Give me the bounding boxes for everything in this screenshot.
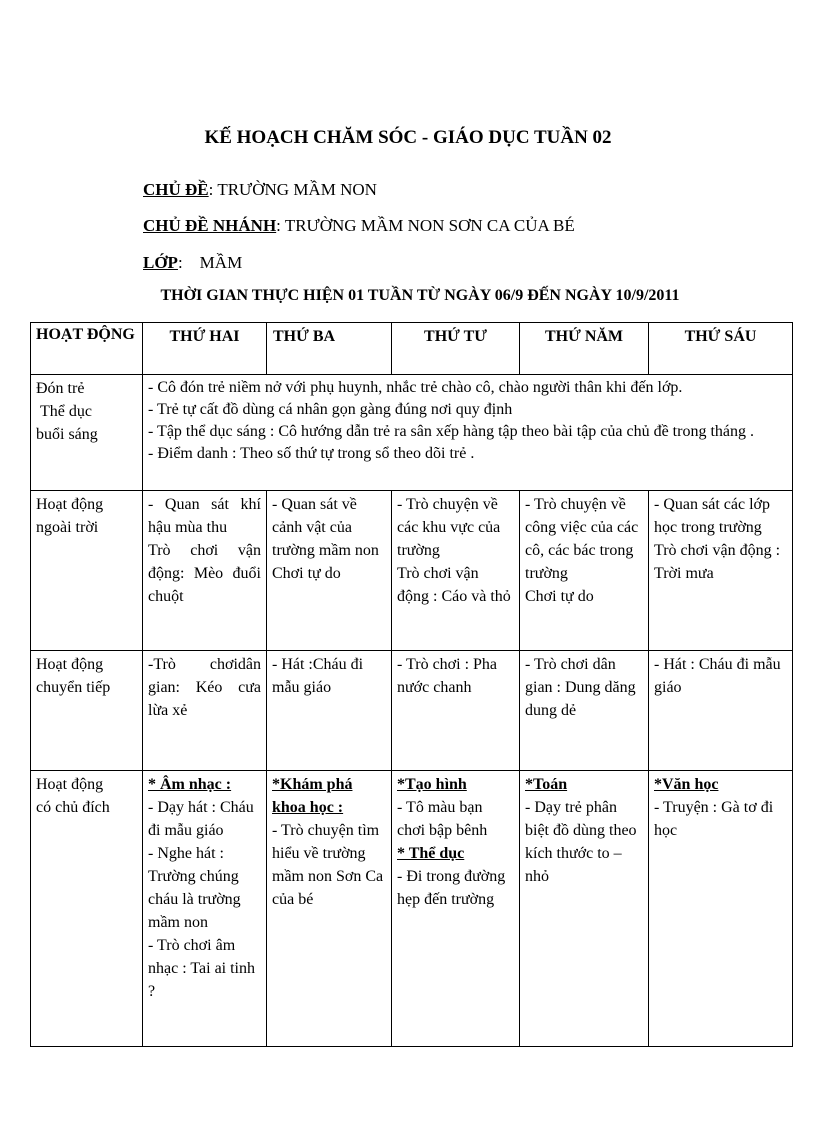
morning-label: [31, 375, 143, 491]
cell-line: - Quan sát khí hậu mùa thu: [148, 496, 261, 536]
cell-line: - Trò chuyện về các khu vực của trường: [397, 496, 501, 559]
focused-wed: [392, 771, 520, 1047]
cell-line: Trò chơi vận động: Mèo đuổi chuột: [148, 542, 261, 605]
focused-thu: [520, 771, 649, 1047]
outdoor-label-1: Hoạt động: [36, 496, 104, 513]
cell-line: Trò chơi vận động : Cáo và thỏ: [397, 565, 511, 605]
topic-line: [143, 180, 377, 200]
morning-content: [143, 375, 793, 491]
topic-value: : TRƯỜNG MẦM NON: [208, 180, 377, 199]
transition-tue: [267, 651, 392, 771]
focused-mon: [143, 771, 267, 1047]
outdoor-thu: [520, 491, 649, 651]
class-label: LỚP: [143, 253, 178, 272]
transition-mon: [143, 651, 267, 771]
topic-label: CHỦ ĐỀ: [143, 180, 209, 199]
transition-label-2: chuyển tiếp: [36, 679, 111, 696]
outdoor-wed: [392, 491, 520, 651]
header-wed: THỨ TƯ: [392, 323, 520, 375]
row-transition: [31, 651, 793, 771]
cell-line: - Quan sát các lớp học trong trường: [654, 496, 770, 536]
cell-line: - Trò chuyện về công việc của các cô, các bác trong trường: [525, 496, 639, 582]
cell-line: - Quan sát về cảnh vật của trường mầm non: [272, 496, 379, 559]
cell-line: Chơi tự do: [272, 565, 341, 582]
header-tue: THỨ BA: [267, 323, 392, 375]
class-value: : MẦM: [177, 253, 243, 272]
header-row: [31, 323, 793, 375]
transition-fri: [649, 651, 793, 771]
header-mon: THỨ HAI: [143, 323, 267, 375]
outdoor-label: [31, 491, 143, 651]
morning-label-3: buổi sáng: [36, 426, 98, 443]
cell-line: - Dạy trẻ phân biệt đồ dùng theo kích thước to – nhỏ: [525, 799, 637, 885]
cell-line: - Trò chuyện tìm hiểu về trường mầm non Sơn Ca của bé: [272, 822, 384, 908]
outdoor-fri: [649, 491, 793, 651]
header-activity: HOẠT ĐỘNG: [31, 323, 143, 375]
cell-line: - Dạy hát : Cháu đi mẫu giáo: [148, 799, 254, 839]
morning-line: - Cô đón trẻ niềm nở với phụ huynh, nhắc trẻ chào cô, chào người thân khi đến lớp.: [148, 379, 683, 396]
subject-heading: * Thể dục: [397, 845, 465, 862]
subtopic-value: : TRƯỜNG MẦM NON SƠN CA CỦA BÉ: [276, 216, 575, 235]
focused-label: [31, 771, 143, 1047]
cell-line: - Trò chơi dân gian : Dung dăng dung dẻ: [525, 656, 636, 719]
row-outdoor: [31, 491, 793, 651]
period-line: THỜI GIAN THỰC HIỆN 01 TUẦN TỪ NGÀY 06/9 ĐẾN NGÀY 10/9/2011: [160, 287, 680, 304]
subject-heading: *Tạo hình: [397, 776, 467, 793]
subject-heading: *Toán: [525, 776, 568, 793]
cell-line: - Nghe hát : Trường chúng cháu là trường mầm non: [148, 845, 241, 931]
weekly-plan-table: [30, 322, 793, 1047]
morning-label-1: Đón trẻ: [36, 380, 85, 397]
transition-label: [31, 651, 143, 771]
cell-line: Trò chơi vận động : Trời mưa: [654, 542, 781, 582]
cell-line: - Truyện : Gà tơ đi học: [654, 799, 774, 839]
subtopic-label: CHỦ ĐỀ NHÁNH: [143, 216, 277, 235]
cell-line: - Hát :Cháu đi mẫu giáo: [272, 656, 364, 696]
cell-line: - Trò chơi : Pha nước chanh: [397, 656, 498, 696]
row-morning: [31, 375, 793, 491]
transition-label-1: Hoạt động: [36, 656, 104, 673]
morning-line: - Trẻ tự cất đồ dùng cá nhân gọn gàng đúng nơi quy định: [148, 401, 513, 418]
page-title: KẾ HOẠCH CHĂM SÓC - GIÁO DỤC TUẦN 02: [204, 127, 612, 148]
header-thu: THỨ NĂM: [520, 323, 649, 375]
focused-tue: [267, 771, 392, 1047]
transition-thu: [520, 651, 649, 771]
cell-line: - Tô màu bạn chơi bập bênh: [397, 799, 488, 839]
cell-line: Chơi tự do: [525, 588, 594, 605]
subject-heading: *Khám phá khoa học :: [272, 776, 353, 816]
outdoor-tue: [267, 491, 392, 651]
subtopic-line: [143, 216, 575, 236]
morning-line: - Tập thể dục sáng : Cô hướng dẫn trẻ ra sân xếp hàng tập theo bài tập của chủ đề trong tháng .: [148, 423, 754, 440]
cell-line: - Hát : Cháu đi mẫu giáo: [654, 656, 781, 696]
class-line: [143, 253, 242, 273]
header-fri: THỨ SÁU: [649, 323, 793, 375]
cell-line: -Trò chơidân gian: Kéo cưa lừa xẻ: [148, 656, 261, 719]
cell-line: - Đi trong đường hẹp đến trường: [397, 868, 506, 908]
focused-label-2: có chủ đích: [36, 799, 110, 816]
transition-wed: [392, 651, 520, 771]
focused-label-1: Hoạt động: [36, 776, 104, 793]
focused-fri: [649, 771, 793, 1047]
row-focused: [31, 771, 793, 1047]
subject-heading: *Văn học: [654, 776, 719, 793]
outdoor-mon: [143, 491, 267, 651]
subject-heading: * Âm nhạc :: [148, 776, 232, 793]
morning-label-2: Thể dục: [40, 403, 92, 420]
outdoor-label-2: ngoài trời: [36, 519, 99, 536]
cell-line: - Trò chơi âm nhạc : Tai ai tinh ?: [148, 937, 255, 1000]
morning-line: - Điểm danh : Theo số thứ tự trong sổ theo dõi trẻ .: [148, 445, 475, 462]
